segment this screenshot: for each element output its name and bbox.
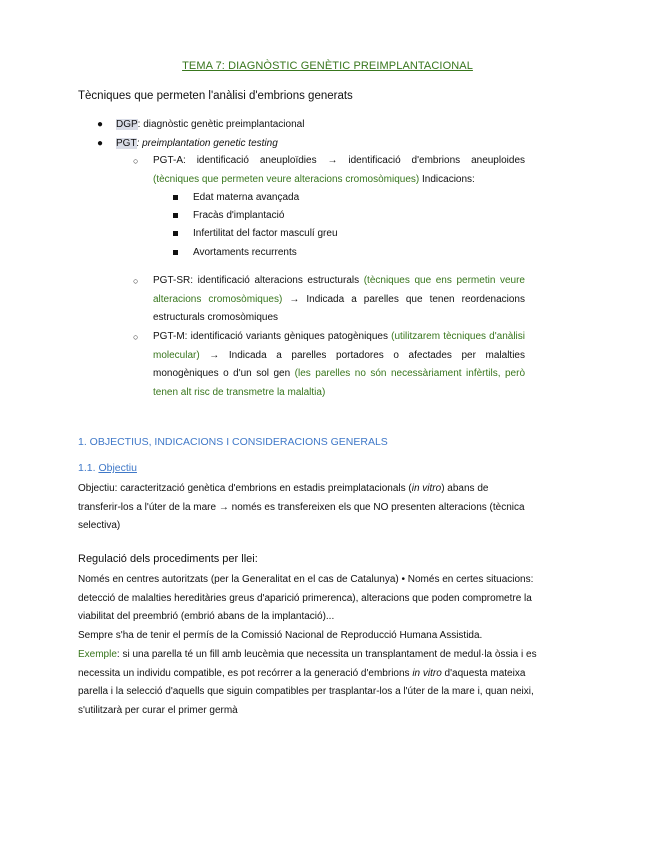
document-title: TEMA 7: DIAGNÒSTIC GENÈTIC PREIMPLANTACIONAL xyxy=(182,60,473,72)
regulacio-paragraph: Només en centres autoritzats (per la Generalitat en el cas de Catalunya) • Només en certes situacions: detecció de malalties hereditàries greus d'aparició primerenca), alteracions que poden comprometre la viabilitat del preembrió (embrió abans de la implantació)... Sempre s'ha de tenir el permís de la Comissió Nacional de Reproducció Humana Assistida. Exemple: si una parella té un fill amb leucèmia que necessita un transplantament de medul·la òssia i es necessita un individu compatible, es pot recórrer a la generació d'embrions in vitro d'aquesta mateixa parella i la selecció d'aquells que siguin compatibles per trasplantar-los a l'úter de la mare i, quan neixi, s'utilitzarà per curar el primer germà xyxy=(78,574,537,716)
regulacio-heading: Regulació dels procediments per llei: xyxy=(78,553,258,565)
square-bullet-icon xyxy=(173,213,178,218)
pgt-sr-note: (tècniques que ens permetin veure alteracions cromosòmiques) xyxy=(153,275,525,305)
bullet-icon: ● xyxy=(97,138,104,149)
objectiu-paragraph: Objectiu: caracterització genètica d'embrions en estadis preimplatacionals (in vitro) abans de transferir-los a l'úter de la mare → només es transfereixen els que NO presenten alteracions (tècnica selectiva) xyxy=(78,483,525,532)
dgp-definition: : diagnòstic genètic preimplantacional xyxy=(137,119,305,130)
abbr-pgt: PGT xyxy=(116,138,137,149)
square-bullet-icon xyxy=(173,250,178,255)
square-bullet-icon xyxy=(173,195,178,200)
intro-text: Tècniques que permeten l'anàlisi d'embrions generats xyxy=(78,90,353,102)
pgt-a-note: (tècniques que permeten veure alteracions cromosòmiques) xyxy=(153,173,420,185)
bullet-icon: ● xyxy=(97,119,104,130)
pgt-sr-text: PGT-SR: identificació alteracions estructurals xyxy=(153,275,364,286)
square-bullet-icon xyxy=(173,231,178,236)
document-page: TEMA 7: DIAGNÒSTIC GENÈTIC PREIMPLANTACIONAL Tècniques que permeten l'anàlisi d'embrions generats ● DGP: diagnòstic genètic preimplantacional ● PGT: preimplantation genetic testing ○ PGT-A: identificació aneuploïdies → identificació d'embrions aneuploides (tècniques que permeten veure alteracions cromosòmiques) Indicacions: Edat materna avançada Fracàs d'implantació Infertilitat del factor masculí greu Avortaments recurrents ○ PGT-SR: identificació alteracions estructurals (tècniques que ens permetin veure alteracions cromosòmiques) → Indicada a parelles que tenen reordenacions estructurals cromosòmiques ○ PGT-M: identificació variants gèniques patogèniques (utilitzarem tècniques d'anàlisi molecular) → Indicada a parelles portadores o afectades per malalties monogèniques o d'un sol gen (les parelles no són necessàriament infèrtils, però tenen alt risc de transmetre la malaltia) 1. OBJECTIUS, INDICACIONS I CONSIDERACIONS GENERALS 1.1. Objectiu Objectiu: caracterització genètica d'embrions en estadis preimplatacionals (in vitro) abans de transferir-los a l'úter de la mare → només es transfereixen els que NO presenten alteracions (tècnica selectiva) Regulació dels procediments per llei: Només en centres autoritzats (per la Generalitat en el cas de Catalunya) • Només en certes situacions: detecció de malalties hereditàries greus d'aparició primerenca), alteracions que poden comprometre la viabilitat del preembrió (embrió abans de la implantació)... Sempre s'ha de tenir el permís de la Comissió Nacional de Reproducció Humana Assistida. Exemple: si una parella té un fill amb leucèmia que necessita un transplantament de medul·la òssia i es necessita un individu compatible, es pot recórrer a la generació d'embrions in vitro d'aquesta mateixa parella i la selecció d'aquells que siguin compatibles per trasplantar-los a l'úter de la mare i, quan neixi, s'utilitzarà per curar el primer germà xyxy=(0,0,655,848)
section-heading-1: 1. OBJECTIUS, INDICACIONS I CONSIDERACIONS GENERALS xyxy=(78,436,388,448)
pgt-definition: : preimplantation genetic testing xyxy=(136,138,278,149)
circle-bullet-icon: ○ xyxy=(133,156,139,166)
circle-bullet-icon: ○ xyxy=(133,276,139,286)
abbr-dgp: DGP xyxy=(116,119,138,130)
pgt-m-note-2: (les parelles no són necessàriament infèrtils, però tenen alt risc de transmetre la malaltia) xyxy=(153,368,525,398)
pgt-m-indication: → Indicada a parelles portadores o afectades per malalties monogèniques o d'un sol gen xyxy=(153,349,525,379)
section-heading-1-1: 1.1. Objectiu xyxy=(78,462,137,474)
pgt-m-text: PGT-M: identificació variants gèniques patogèniques xyxy=(153,331,392,342)
example-label: Exemple xyxy=(78,648,117,660)
circle-bullet-icon: ○ xyxy=(133,332,139,342)
pgt-a-text: PGT-A: identificació aneuploïdies → identificació d'embrions aneuploides xyxy=(153,155,525,166)
pgt-a-indications-label: Indicacions: xyxy=(419,173,475,185)
pgt-m-note: (utilitzarem tècniques d'anàlisi molecular) xyxy=(153,331,525,361)
pgt-sr-indication: → Indicada a parelles que tenen reordenacions estructurals cromosòmiques xyxy=(153,293,525,323)
